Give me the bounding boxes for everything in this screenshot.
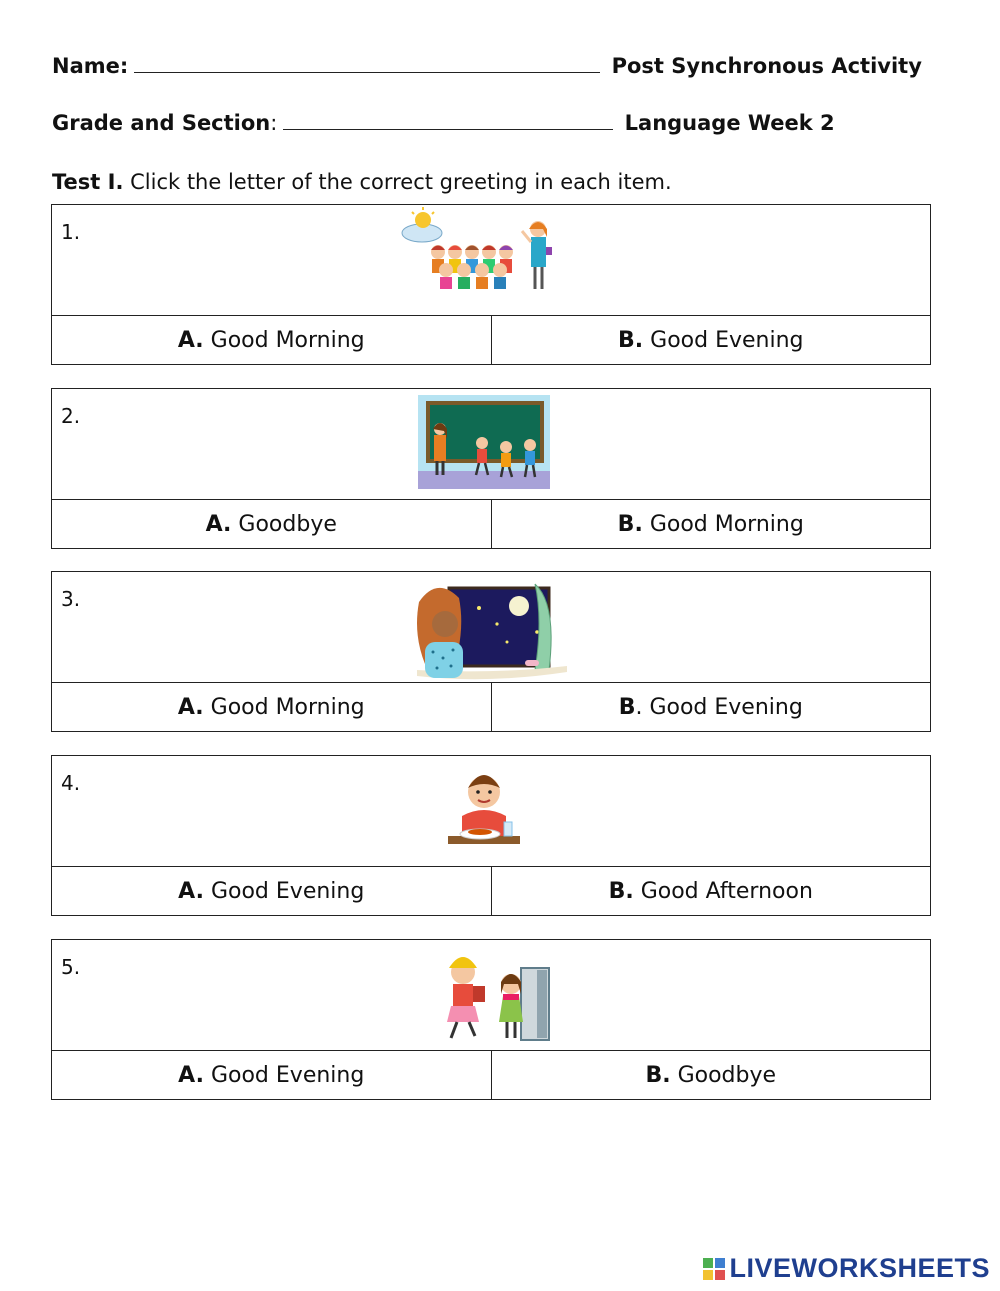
name-row (52, 54, 922, 78)
option-letter: A. (178, 1062, 204, 1088)
option-a[interactable] (52, 867, 491, 915)
option-letter: B. (645, 1062, 671, 1088)
question-picture-area (52, 940, 930, 1051)
logo-block (703, 1258, 713, 1268)
week-title: Language Week 2 (624, 111, 835, 135)
option-letter: A. (177, 327, 204, 353)
option-a[interactable] (52, 500, 491, 548)
question-picture-area (52, 756, 930, 867)
liveworksheets-logo (703, 1253, 990, 1284)
logo-text: LIVEWORKSHEETS (729, 1253, 990, 1283)
logo-block (703, 1270, 713, 1280)
grade-colon: : (270, 111, 278, 135)
name-blank-line[interactable] (134, 54, 600, 73)
question-number: 2. (61, 404, 81, 428)
grade-row (52, 111, 835, 135)
boy-eating-lunch-illustration (444, 766, 524, 856)
option-a[interactable] (52, 683, 491, 731)
option-text: Good Afternoon (640, 878, 813, 904)
option-b[interactable] (491, 500, 931, 548)
activity-title: Post Synchronous Activity (611, 54, 922, 78)
answer-options (52, 500, 930, 548)
question-picture-area (52, 389, 930, 500)
question-number: 4. (61, 771, 81, 795)
question-number: 3. (61, 587, 81, 611)
option-a[interactable] (52, 1051, 491, 1099)
test-label: Test I. (52, 170, 124, 194)
answer-options (52, 1051, 930, 1099)
sun-class-teacher-illustration (398, 207, 558, 301)
option-letter: B. (618, 327, 644, 353)
option-letter: A. (178, 878, 204, 904)
option-b[interactable] (491, 316, 931, 364)
instructions (52, 170, 672, 194)
answer-options (52, 683, 930, 731)
option-text: Good Evening (650, 327, 804, 353)
girls-leaving-door-illustration (437, 950, 553, 1050)
option-letter: B. (617, 511, 643, 537)
option-a[interactable] (52, 316, 491, 364)
option-letter: B (618, 694, 636, 720)
question-picture-area (52, 205, 930, 316)
option-text: Good Evening (210, 1062, 365, 1088)
option-text: Good Morning (649, 511, 804, 537)
answer-options (52, 867, 930, 915)
question-item-2 (51, 388, 931, 549)
option-b[interactable] (491, 867, 931, 915)
question-item-3 (51, 571, 931, 732)
grade-blank-line[interactable] (283, 111, 613, 130)
option-b[interactable] (491, 1051, 931, 1099)
question-number: 5. (61, 955, 81, 979)
logo-block (715, 1270, 725, 1280)
option-text: Goodbye (238, 511, 337, 537)
option-letter: A. (205, 511, 232, 537)
question-item-4 (51, 755, 931, 916)
option-text: . Good Evening (635, 694, 803, 720)
option-text: Good Evening (210, 878, 365, 904)
classroom-greeting-illustration (418, 395, 550, 493)
grade-label: Grade and Section (52, 111, 271, 135)
option-letter: B. (608, 878, 634, 904)
question-picture-area (52, 572, 930, 683)
option-text: Good Morning (210, 694, 365, 720)
question-item-1 (51, 204, 931, 365)
question-item-5 (51, 939, 931, 1100)
instructions-text: Click the letter of the correct greeting in each item. (130, 170, 672, 194)
logo-blocks-icon (703, 1258, 725, 1280)
girl-night-window-illustration (407, 582, 567, 684)
option-letter: A. (177, 694, 204, 720)
option-text: Good Morning (210, 327, 365, 353)
option-b[interactable] (491, 683, 931, 731)
name-label: Name: (52, 54, 129, 78)
question-number: 1. (61, 220, 81, 244)
answer-options (52, 316, 930, 364)
logo-block (715, 1258, 725, 1268)
option-text: Goodbye (677, 1062, 777, 1088)
